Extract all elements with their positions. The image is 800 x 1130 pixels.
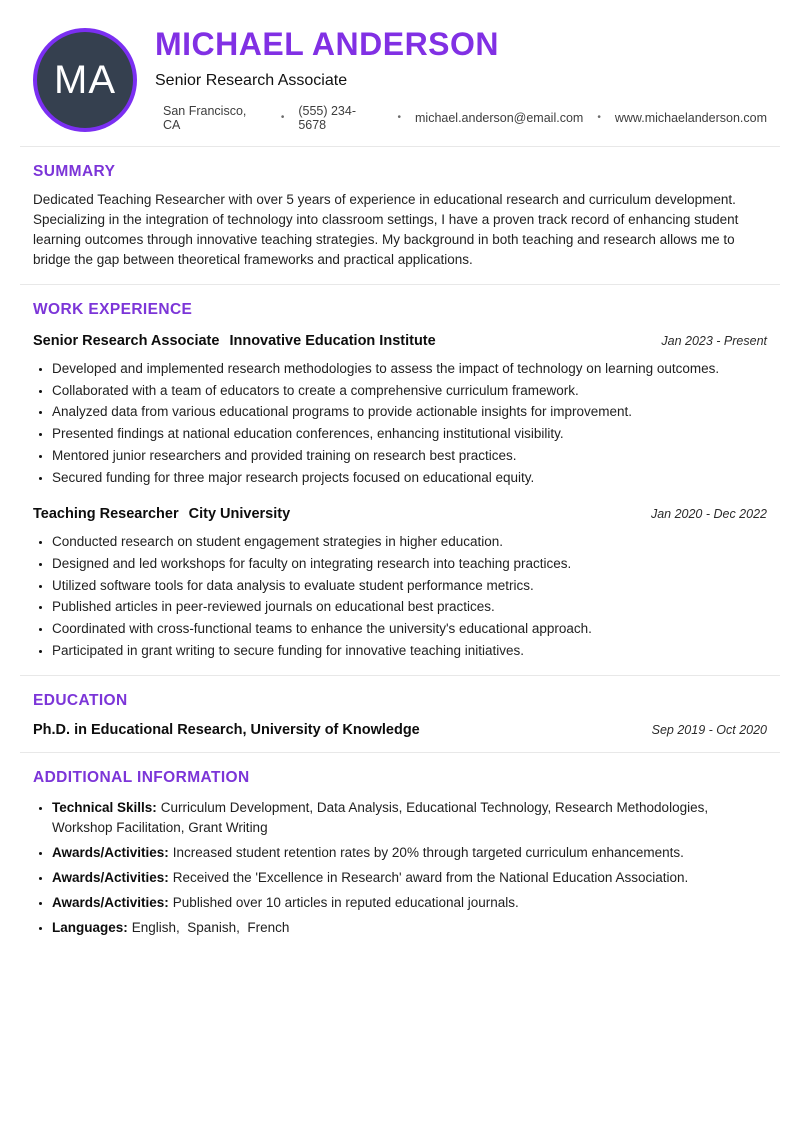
summary-text: Dedicated Teaching Researcher with over 5 years of experience in educational research and curriculum development. Specializing in the integration of technology into classroom settings, I have a proven track record of enhancing student learning outcomes through innovative teaching strategies. My background in both teaching and research allows me to bridge the gap between theoretical frameworks and practical applications. [33, 192, 739, 267]
additional-information-heading: ADDITIONAL INFORMATION [33, 769, 250, 787]
job-entry [33, 332, 767, 488]
job-bullet: • Designed and led workshops for faculty on integrating research into teaching practices. [52, 553, 767, 575]
header-text [155, 28, 767, 132]
contact-phone: (555) 234-5678 [298, 103, 357, 132]
info-label: Technical Skills: [52, 800, 157, 816]
job-title-line [33, 505, 290, 523]
job-bullet: • Coordinated with cross-functional teams to enhance the university's educational approach. [52, 618, 767, 640]
additional-info-item [52, 843, 767, 863]
job-dates: Jan 2020 - Dec 2022 [650, 507, 767, 522]
avatar-initials: MA [54, 57, 116, 102]
info-text: Published over 10 articles in reputed educational journals. [172, 894, 519, 910]
education-degree: Ph.D. in Educational Research, University of Knowledge [33, 722, 420, 739]
contact-email[interactable]: michael.anderson@email.com [415, 110, 584, 125]
info-text: English, Spanish, French [131, 919, 290, 935]
additional-info-item [52, 868, 767, 888]
info-label: Awards/Activities: [52, 894, 169, 910]
contact-location: San Francisco, CA [163, 103, 247, 132]
bullet-separator-icon: • [397, 112, 401, 124]
work-experience-heading: WORK EXPERIENCE [33, 301, 193, 318]
job-bullet-list [33, 531, 767, 661]
job-bullet: • Analyzed data from various educational programs to provide actionable insights for improvement. [52, 401, 767, 423]
job-dates: Jan 2023 - Present [661, 334, 767, 348]
additional-info-list [33, 798, 767, 937]
job-header [33, 332, 767, 350]
additional-info-item [52, 918, 767, 938]
divider [20, 675, 780, 676]
education-entry [33, 722, 767, 738]
bullet-separator-icon: • [280, 112, 285, 124]
job-bullet: • Utilized software tools for data analysis to evaluate student performance metrics. [52, 575, 767, 597]
job-bullet: • Presented findings at national education conferences, enhancing institutional visibility. [52, 423, 767, 445]
page-title: MICHAEL ANDERSON [155, 26, 500, 63]
job-title: Teaching Researcher [33, 506, 179, 523]
job-bullet: • Collaborated with a team of educators to create a comprehensive curriculum framework. [52, 380, 767, 402]
info-text: Received the 'Excellence in Research' award from the National Education Association. [172, 869, 689, 885]
info-label: Awards/Activities: [52, 869, 169, 885]
job-bullet: • Conducted research on student engagement strategies in higher education. [52, 531, 767, 553]
job-bullet: • Published articles in peer-reviewed journals on educational best practices. [52, 596, 767, 618]
job-company: City University [188, 506, 291, 523]
job-entry [33, 505, 767, 661]
headline-title: Senior Research Associate [155, 71, 348, 89]
divider [20, 284, 780, 285]
divider [20, 752, 780, 753]
additional-info-item [52, 798, 767, 837]
info-label: Awards/Activities: [52, 844, 169, 860]
summary-heading: SUMMARY [33, 163, 116, 180]
contact-row [163, 104, 767, 132]
additional-info-item [52, 893, 767, 913]
bullet-separator-icon: • [597, 112, 601, 124]
job-bullet: • Participated in grant writing to secure funding for innovative teaching initiatives. [52, 640, 767, 662]
info-text: Increased student retention rates by 20% through targeted curriculum enhancements. [172, 844, 684, 860]
job-title-line [33, 332, 436, 350]
job-bullet-list [33, 358, 767, 488]
education-dates: Sep 2019 - Oct 2020 [651, 723, 767, 738]
job-company: Innovative Education Institute [229, 333, 436, 349]
info-text: Curriculum Development, Data Analysis, Educational Technology, Research Methodologies, Workshop Facilitation, Grant Writing [52, 800, 712, 835]
avatar [33, 28, 137, 132]
job-header [33, 505, 767, 523]
divider [20, 146, 780, 147]
info-label: Languages: [52, 919, 128, 935]
job-title: Senior Research Associate [33, 333, 220, 349]
resume-header [33, 0, 767, 132]
job-bullet: • Mentored junior researchers and provided training on research best practices. [52, 445, 767, 467]
job-bullet: • Secured funding for three major research projects focused on educational equity. [52, 467, 767, 489]
job-bullet: • Developed and implemented research methodologies to assess the impact of technology on learning outcomes. [52, 358, 767, 380]
contact-website[interactable]: www.michaelanderson.com [614, 110, 767, 125]
education-heading: EDUCATION [33, 692, 128, 710]
